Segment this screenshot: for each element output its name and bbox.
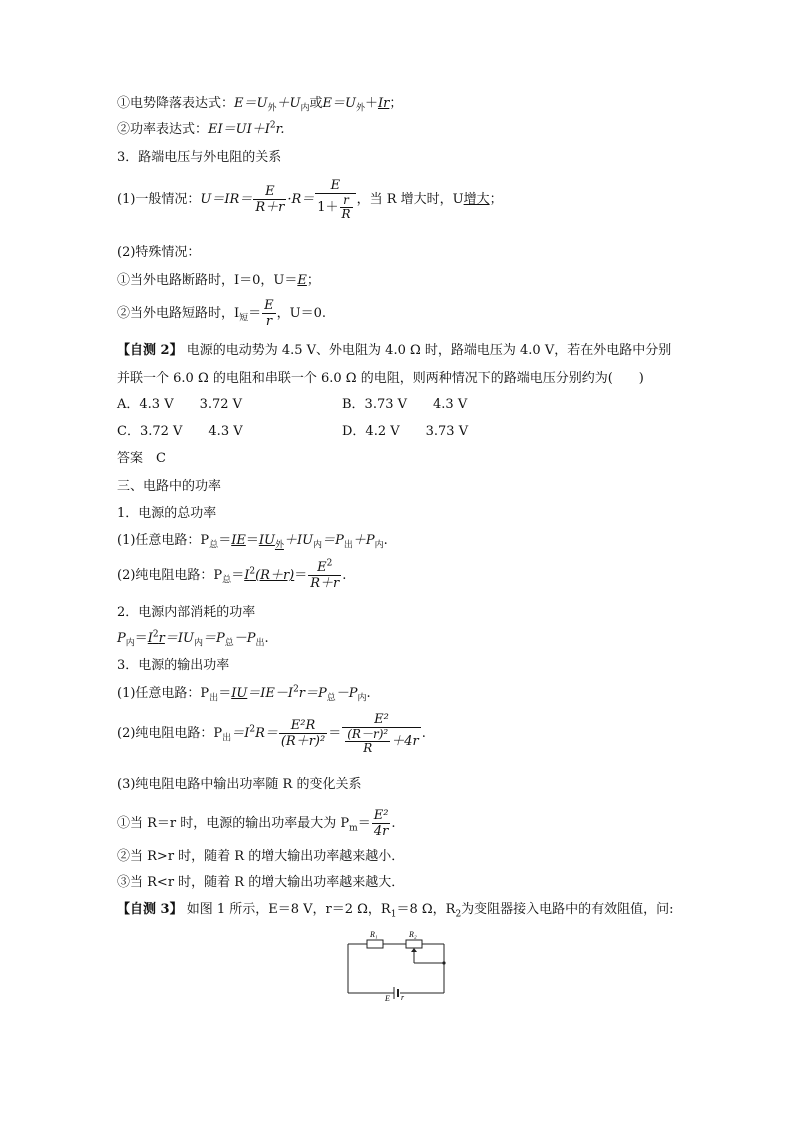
circuit-diagram xyxy=(340,925,452,1001)
internal-power-formula: $P_内=I^2r=IU_内=P_总-P_出$. xyxy=(117,629,269,649)
subheading-total-power: 1．电源的总功率 xyxy=(117,506,217,521)
question-2-line-1: 【自测 2】 电源的电动势为 4.5 V、外电阻为 4.0 Ω 时，路端电压为 4.0 V，若在外电路中分别 xyxy=(117,343,672,358)
total-power-any-circuit: (1)任意电路：$P_总=IE=IU_外+IU_内=P_出+P_内$. xyxy=(117,533,388,551)
question-3-tag: 【自测 3】 xyxy=(117,902,183,917)
section-heading-terminal-voltage: 3．路端电压与外电阻的关系 xyxy=(117,150,282,165)
subheading-output-power: 3．电源的输出功率 xyxy=(117,658,230,673)
power-expression: ②功率表达式：$EI=UI+I^2r$. xyxy=(117,120,285,137)
label-e: E xyxy=(385,994,390,1001)
fraction-e2-over-compound: E² $\frac{\text{(R－r)²}}{R}$ ＋4r xyxy=(342,712,420,755)
fraction-e-over-r-plus-r: $\frac{E}{R+r}$ xyxy=(255,184,285,215)
r-less-condition: ③当 R<r 时，随着 R 的增大输出功率越来越大． xyxy=(117,875,405,890)
subheading-internal-power: 2．电源内部消耗的功率 xyxy=(117,605,256,620)
slider-arrow xyxy=(411,948,417,952)
output-power-pure-resistive: (2)纯电阻电路：$P_出=I^2R=$ $\frac{\text{E²R}}{\text{(R＋r)²}}$ ＝ E² $\frac{\text{(R－r)²}}{R}$ ＋4r . xyxy=(117,712,426,755)
special-case-heading: (2)特殊情况： xyxy=(117,245,201,260)
option-b: B．3.73 V 4.3 V xyxy=(342,397,468,412)
junction-dot xyxy=(442,961,445,964)
fraction-e-over-r: $\frac{E}{r}$ xyxy=(264,298,274,329)
option-d: D．4.2 V 3.73 V xyxy=(342,424,469,439)
open-circuit-case: ①当外电路断路时，I＝0，U＝E； xyxy=(117,273,320,288)
fraction-e2-over-r-plus-r: $\frac{E^2}{R+r}$ xyxy=(310,558,340,591)
question-3-line: 【自测 3】 如图 1 所示，E＝8 V，r＝2 Ω，$R_1=8$ Ω，$R_2$为变阻器接入电路中的有效阻值，问: xyxy=(117,902,674,920)
variation-heading: (3)纯电阻电路中输出功率随 R 的变化关系 xyxy=(117,777,362,792)
question-2-line-2: 并联一个 6.0 Ω 的电阻和串联一个 6.0 Ω 的电阻，则两种情况下的路端电压分别约为( ) xyxy=(117,371,644,386)
label-r: r xyxy=(401,993,405,1001)
total-power-pure-resistive: (2)纯电阻电路：$P_总=I^2(R+r)=$ $\frac{E^2}{R+r}$ . xyxy=(117,558,347,591)
resistor-r2 xyxy=(406,940,422,948)
label-r1: R₁ xyxy=(370,930,378,939)
r-greater-condition: ②当 R>r 时，随着 R 的增大输出功率越来越小． xyxy=(117,849,405,864)
option-a: A．4.3 V 3.72 V xyxy=(117,397,243,412)
output-power-any-circuit: (1)任意电路：$P_出=IU=IE-I^2r=P_总-P_内$. xyxy=(117,684,371,704)
question-2-tag: 【自测 2】 xyxy=(117,343,183,358)
section-heading-power: 三、电路中的功率 xyxy=(117,479,222,494)
max-output-condition: ①当 R＝r 时，电源的输出功率最大为 $P_m=$ $\frac{\text{E²}}{4r}$ . xyxy=(117,808,396,839)
resistor-r1 xyxy=(367,940,383,948)
fraction-e2-over-4r: $\frac{\text{E²}}{4r}$ xyxy=(373,808,389,839)
emf-drop-expression: ①电势降落表达式：$E=U_外+U_内$或$E=U_外+Ir$； xyxy=(117,96,403,114)
general-case-formula: (1)一般情况：U＝IR＝ $\frac{E}{R+r}$ ·R＝ E 1＋ $\frac{r}{R}$ ，当 R 增大时，U增大； xyxy=(117,178,503,221)
fraction-e-over-one-plus-r-over-r: E 1＋ $\frac{r}{R}$ xyxy=(315,178,355,221)
short-circuit-case: ②当外电路短路时，$I_短=$ $\frac{E}{r}$ ，U＝0. xyxy=(117,298,327,329)
label-r2: R₂ xyxy=(409,930,417,939)
answer-line: 答案 C xyxy=(117,451,166,466)
option-c: C．3.72 V 4.3 V xyxy=(117,424,243,439)
fraction-e2r-over-r-plus-r-squared: $\frac{\text{E²R}}{\text{(R＋r)²}}$ xyxy=(280,718,326,749)
